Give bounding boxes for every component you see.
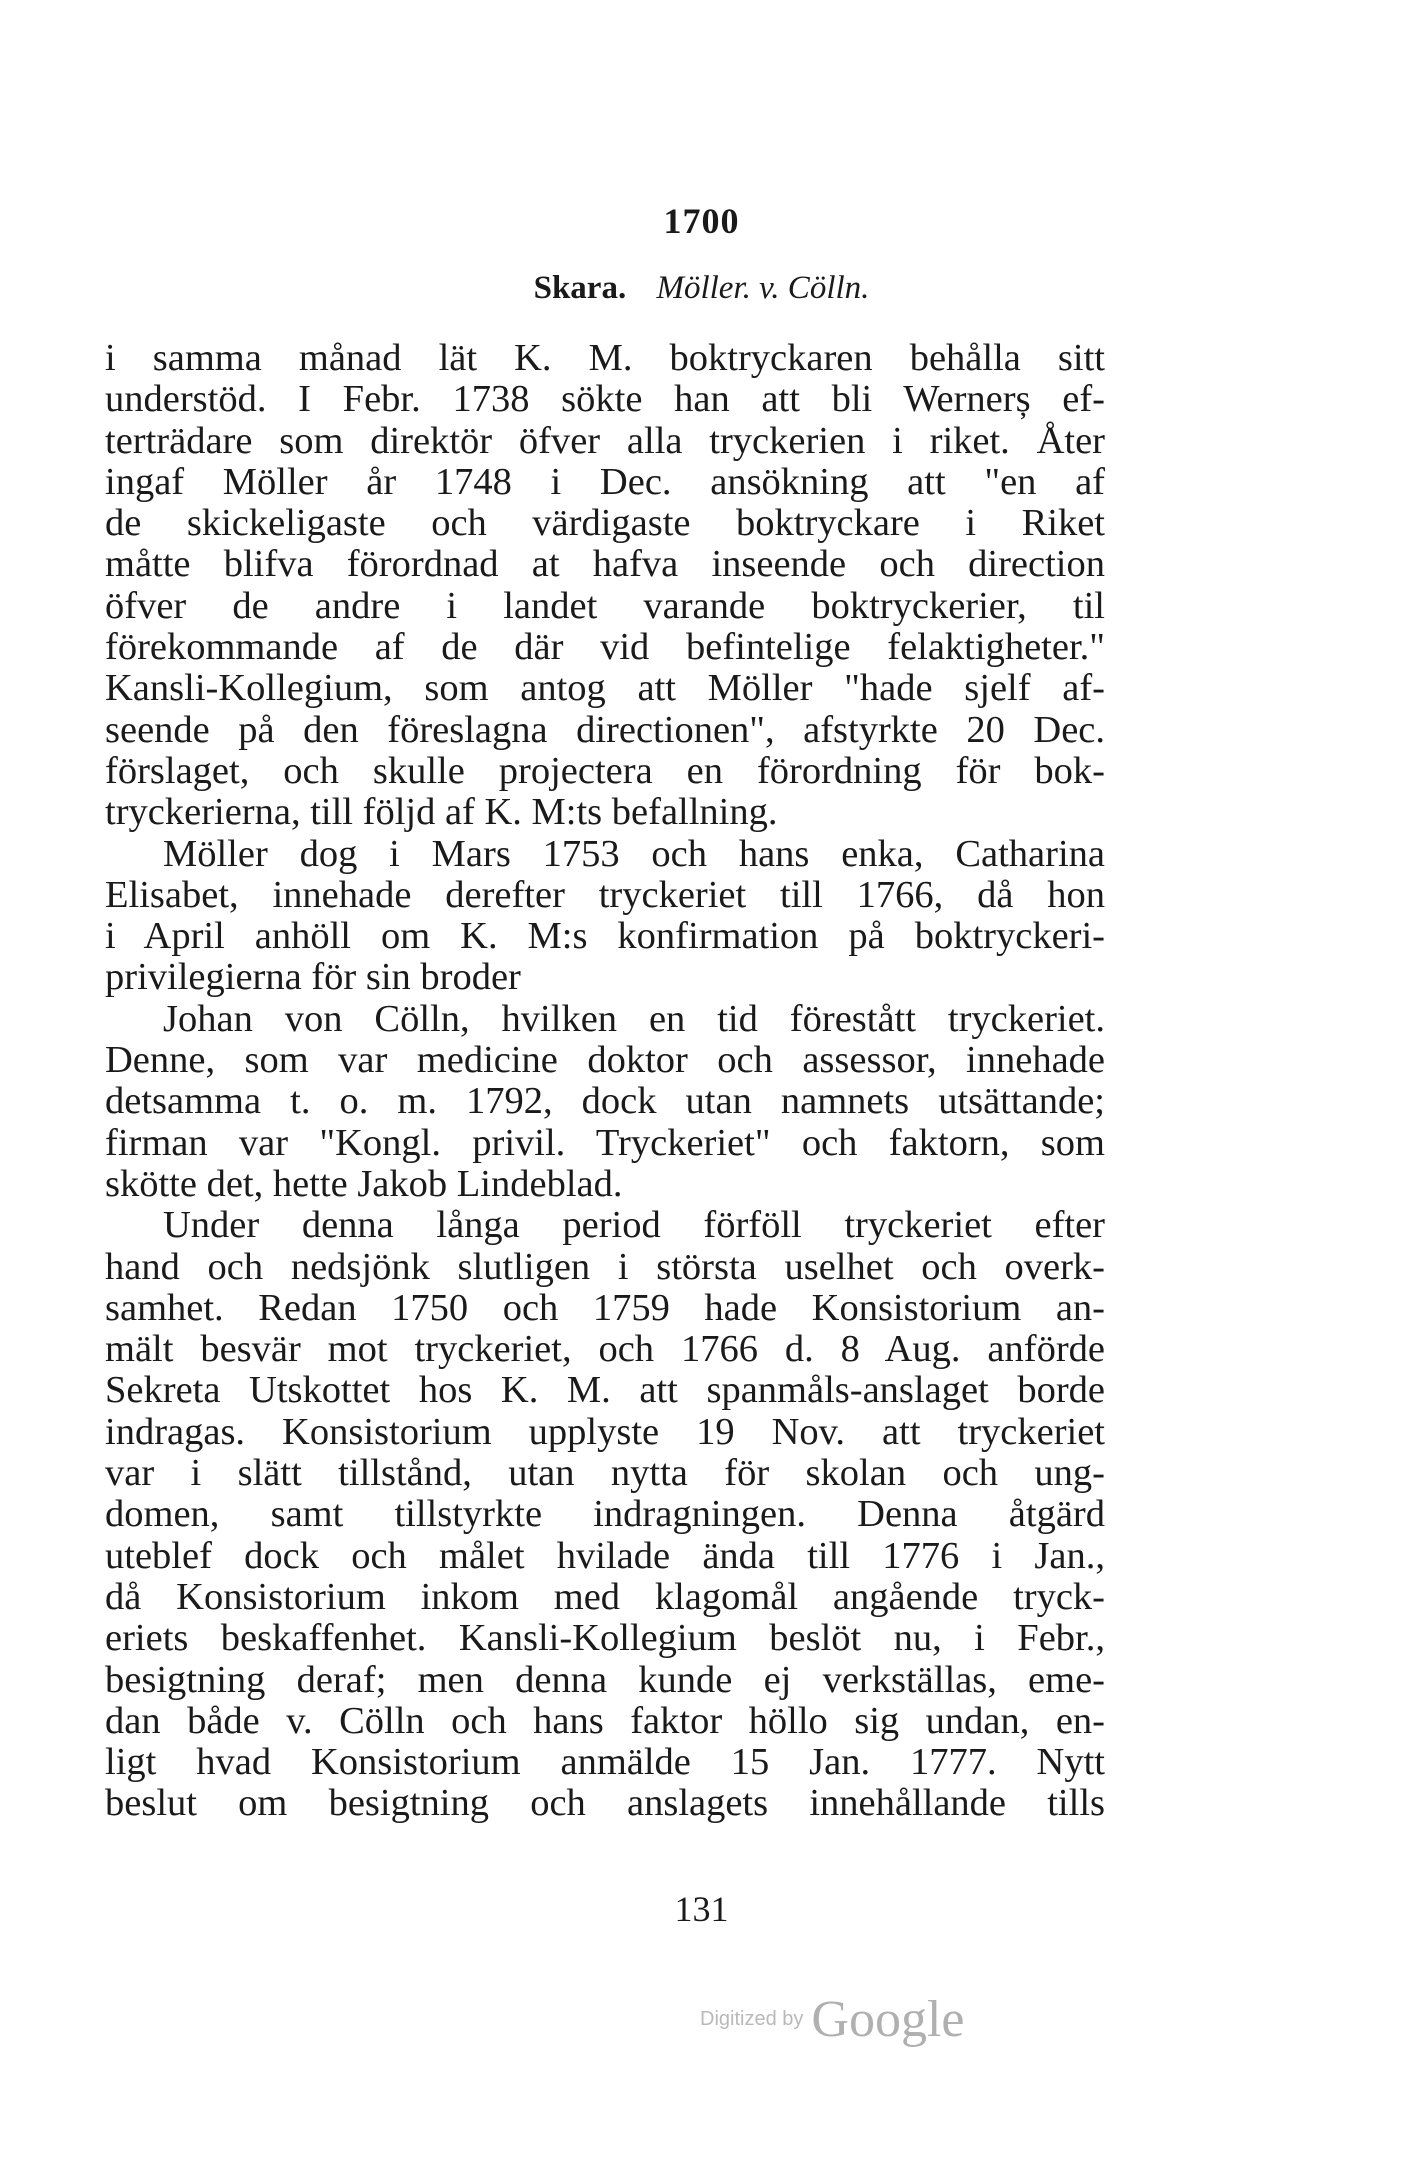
text-line: eriets beskaffenhet. Kansli-Kollegium beslöt nu, i Febr., xyxy=(105,1617,1105,1660)
text-line: Kansli-Kollegium, som antog att Möller "hade sjelf af- xyxy=(105,667,1105,710)
text-line: indragas. Konsistorium upplyste 19 Nov. att tryckeriet xyxy=(105,1410,1105,1453)
text-line: i samma månad lät K. M. boktryckaren behålla sitt xyxy=(105,337,1105,379)
text-line: i April anhöll om K. M:s konfirmation på boktryckeri- xyxy=(105,915,1105,958)
text-line: besigtning deraf; men denna kunde ej verkställas, eme- xyxy=(105,1658,1105,1701)
text-line: firman var "Kongl. privil. Tryckeriet" och faktorn, som xyxy=(105,1121,1105,1164)
text-line: uteblef dock och målet hvilade ända till 1776 i Jan., xyxy=(105,1534,1105,1577)
text-line: beslut om besigtning och anslagets innehållande tills xyxy=(105,1782,1105,1825)
text-line: Elisabet, innehade derefter tryckeriet till 1766, då hon xyxy=(105,873,1105,916)
text-line: samhet. Redan 1750 och 1759 hade Konsistorium an- xyxy=(105,1286,1105,1329)
running-head xyxy=(0,270,1403,307)
text-line: ingaf Möller år 1748 i Dec. ansökning att "en af xyxy=(105,460,1105,503)
text-line: de skickeligaste och värdigaste boktryckare i Riket xyxy=(105,502,1105,545)
running-head-names: Möller. v. Cölln. xyxy=(656,270,870,306)
text-line: ligt hvad Konsistorium anmälde 15 Jan. 1777. Nytt xyxy=(105,1741,1105,1784)
text-line: var i slätt tillstånd, utan nytta för skolan och ung- xyxy=(105,1452,1105,1495)
text-line: Denne, som var medicine doktor och assessor, innehade xyxy=(105,1039,1105,1082)
text-line: tryckerierna, till följd af K. M:ts befallning. xyxy=(105,791,778,834)
text-line: förslaget, och skulle projectera en förordning för bok- xyxy=(105,749,1105,792)
watermark-prefix: Digitized by xyxy=(700,2008,804,2030)
text-line: mält besvär mot tryckeriet, och 1766 d. 8 Aug. anförde xyxy=(105,1328,1105,1371)
text-line: Johan von Cölln, hvilken en tid förestått tryckeriet. xyxy=(163,997,1105,1040)
text-line: Möller dog i Mars 1753 och hans enka, Catharina xyxy=(163,832,1105,875)
text-line: skötte det, hette Jakob Lindeblad. xyxy=(105,1162,623,1205)
text-line: understöd. I Febr. 1738 sökte han att bli Wernerș ef- xyxy=(105,378,1105,421)
text-line: förekommande af de där vid befintelige felaktigheter." xyxy=(105,626,1105,669)
text-line: Sekreta Utskottet hos K. M. att spanmåls-anslaget borde xyxy=(105,1369,1105,1412)
running-head-place: Skara. xyxy=(533,270,627,306)
page-number-top: 1700 xyxy=(663,201,740,241)
text-line: dan både v. Cölln och hans faktor höllo sig undan, en- xyxy=(105,1699,1105,1742)
text-line: seende på den föreslagna directionen", afstyrkte 20 Dec. xyxy=(105,708,1105,751)
google-logo: Google xyxy=(811,1991,965,2048)
text-line: måtte blifva förordnad at hafva inseende och direction xyxy=(105,543,1105,586)
text-line: detsamma t. o. m. 1792, dock utan namnets utsättande; xyxy=(105,1080,1105,1123)
text-line: Under denna långa period förföll tryckeriet efter xyxy=(163,1204,1105,1247)
digitized-watermark xyxy=(700,1990,964,2049)
text-line: terträdare som direktör öfver alla tryckerien i riket. Åter xyxy=(105,419,1105,462)
body-text xyxy=(105,338,1105,1825)
text-line: hand och nedsjönk slutligen i största uselhet och overk- xyxy=(105,1245,1105,1288)
text-line: då Konsistorium inkom med klagomål angående tryck- xyxy=(105,1575,1105,1618)
text-line: domen, samt tillstyrkte indragningen. Denna åtgärd xyxy=(105,1493,1105,1536)
text-line: öfver de andre i landet varande boktryckerier, til xyxy=(105,584,1105,627)
text-line: privilegierna för sin broder xyxy=(105,956,521,999)
page-number-bottom: 131 xyxy=(674,1889,729,1929)
